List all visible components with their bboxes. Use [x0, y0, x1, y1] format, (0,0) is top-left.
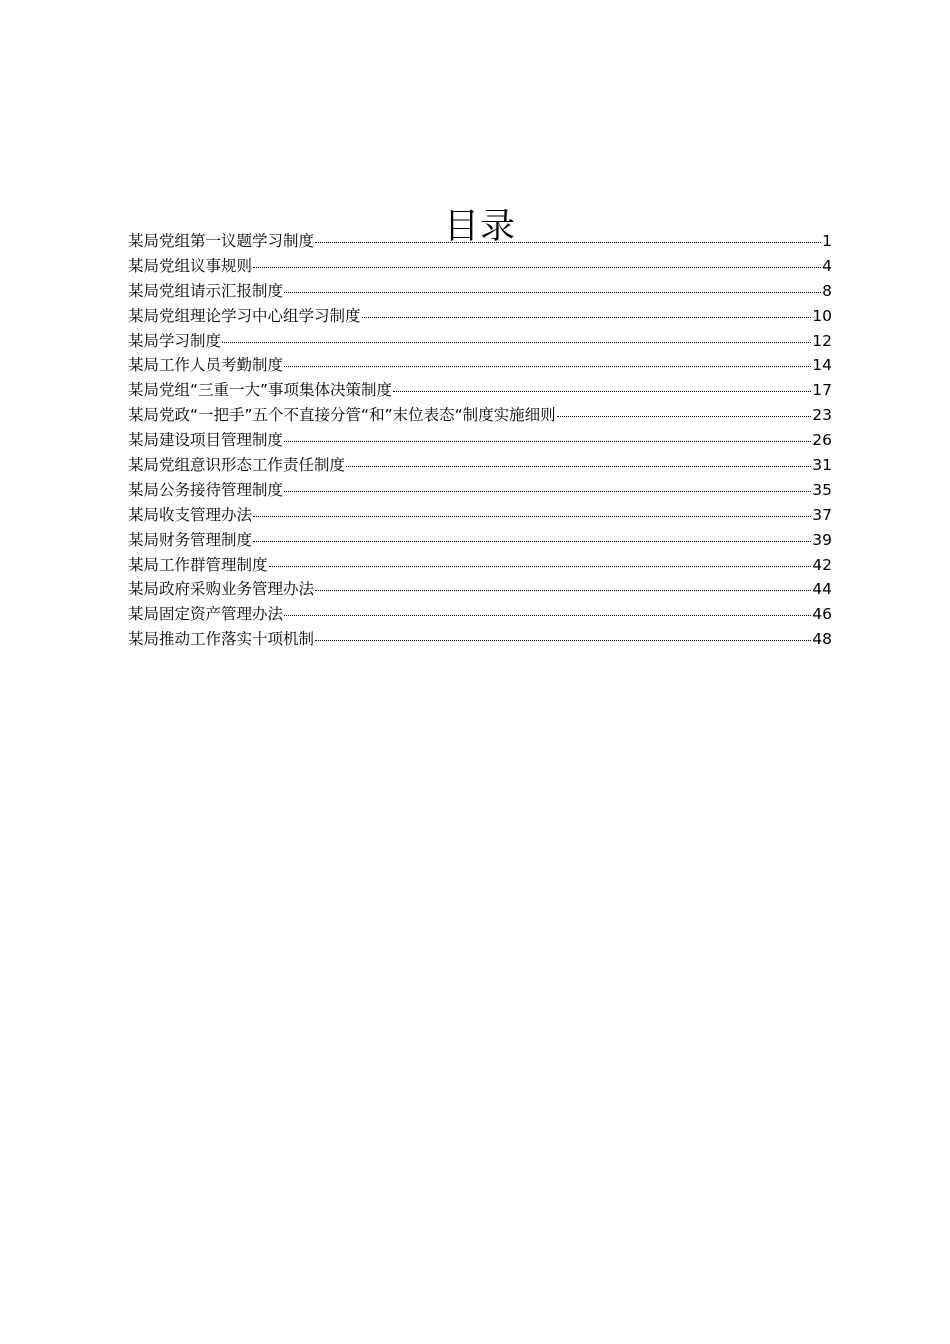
toc-entry-page: 17: [812, 381, 832, 400]
toc-entry[interactable]: [128, 553, 832, 578]
toc-entry-page: 12: [812, 331, 832, 350]
toc-dot-leader: [284, 291, 821, 293]
toc-dot-leader: [284, 365, 811, 367]
toc-entry-text: 某局党组“三重一大”事项集体决策制度: [128, 381, 393, 400]
toc-list: [128, 229, 832, 652]
toc-entry[interactable]: [128, 428, 832, 453]
toc-entry-page: 14: [812, 356, 832, 375]
toc-entry-page: 1: [822, 232, 832, 250]
toc-dot-leader: [315, 589, 811, 591]
toc-entry-text: 某局党政“一把手”五个不直接分管“和”末位表态“制度实施细则: [128, 406, 556, 425]
toc-entry[interactable]: [128, 602, 832, 627]
toc-entry-text: 某局学习制度: [128, 331, 222, 350]
toc-entry-text: 某局党组第一议题学习制度: [128, 232, 315, 250]
toc-dot-leader: [284, 490, 811, 492]
toc-dot-leader: [315, 241, 821, 243]
toc-dot-leader: [393, 390, 811, 392]
toc-dot-leader: [362, 316, 812, 318]
toc-entry-text: 某局党组请示汇报制度: [128, 281, 284, 300]
toc-entry[interactable]: [128, 453, 832, 478]
toc-entry-text: 某局推动工作落实十项机制: [128, 630, 315, 649]
toc-entry[interactable]: [128, 329, 832, 354]
toc-dot-leader: [284, 440, 811, 442]
toc-entry-text: 某局党组议事规则: [128, 256, 253, 275]
toc-entry[interactable]: [128, 403, 832, 428]
toc-entry[interactable]: [128, 478, 832, 503]
toc-entry-page: 37: [812, 505, 832, 524]
toc-dot-leader: [557, 415, 812, 417]
toc-entry[interactable]: [128, 229, 832, 254]
toc-entry-page: 39: [812, 530, 832, 549]
toc-dot-leader: [284, 614, 811, 616]
toc-entry-text: 某局工作人员考勤制度: [128, 356, 284, 375]
toc-entry-page: 46: [812, 605, 832, 624]
toc-dot-leader: [269, 565, 812, 567]
toc-entry[interactable]: [128, 577, 832, 602]
toc-entry[interactable]: [128, 254, 832, 279]
toc-entry-text: 某局党组理论学习中心组学习制度: [128, 306, 361, 325]
toc-dot-leader: [253, 540, 811, 542]
toc-entry-page: 44: [812, 580, 832, 599]
toc-entry-page: 35: [812, 480, 832, 499]
toc-entry-text: 某局党组意识形态工作责任制度: [128, 456, 346, 475]
toc-entry[interactable]: [128, 627, 832, 652]
toc-entry[interactable]: [128, 503, 832, 528]
toc-entry[interactable]: [128, 528, 832, 553]
toc-entry[interactable]: [128, 378, 832, 403]
toc-entry-page: 26: [812, 431, 832, 450]
toc-entry-text: 某局工作群管理制度: [128, 555, 268, 574]
toc-entry-text: 某局财务管理制度: [128, 530, 253, 549]
toc-dot-leader: [346, 465, 811, 467]
toc-entry-page: 31: [812, 456, 832, 475]
toc-entry-text: 某局固定资产管理办法: [128, 605, 284, 624]
toc-entry-page: 8: [822, 281, 832, 300]
toc-entry-page: 42: [812, 555, 832, 574]
toc-title: 目录: [443, 207, 516, 248]
toc-entry-page: 10: [812, 306, 832, 325]
toc-entry-page: 4: [822, 256, 832, 275]
toc-dot-leader: [315, 639, 811, 641]
toc-entry-text: 某局收支管理办法: [128, 505, 253, 524]
toc-entry[interactable]: [128, 353, 832, 378]
toc-entry-page: 48: [812, 630, 832, 649]
toc-entry-page: 23: [812, 406, 832, 425]
toc-entry-text: 某局公务接待管理制度: [128, 480, 284, 499]
toc-entry-text: 某局政府采购业务管理办法: [128, 580, 315, 599]
toc-dot-leader: [253, 266, 821, 268]
toc-dot-leader: [222, 341, 811, 343]
toc-entry[interactable]: [128, 279, 832, 304]
toc-entry[interactable]: [128, 304, 832, 329]
toc-entry-text: 某局建设项目管理制度: [128, 431, 284, 450]
toc-dot-leader: [253, 515, 811, 517]
